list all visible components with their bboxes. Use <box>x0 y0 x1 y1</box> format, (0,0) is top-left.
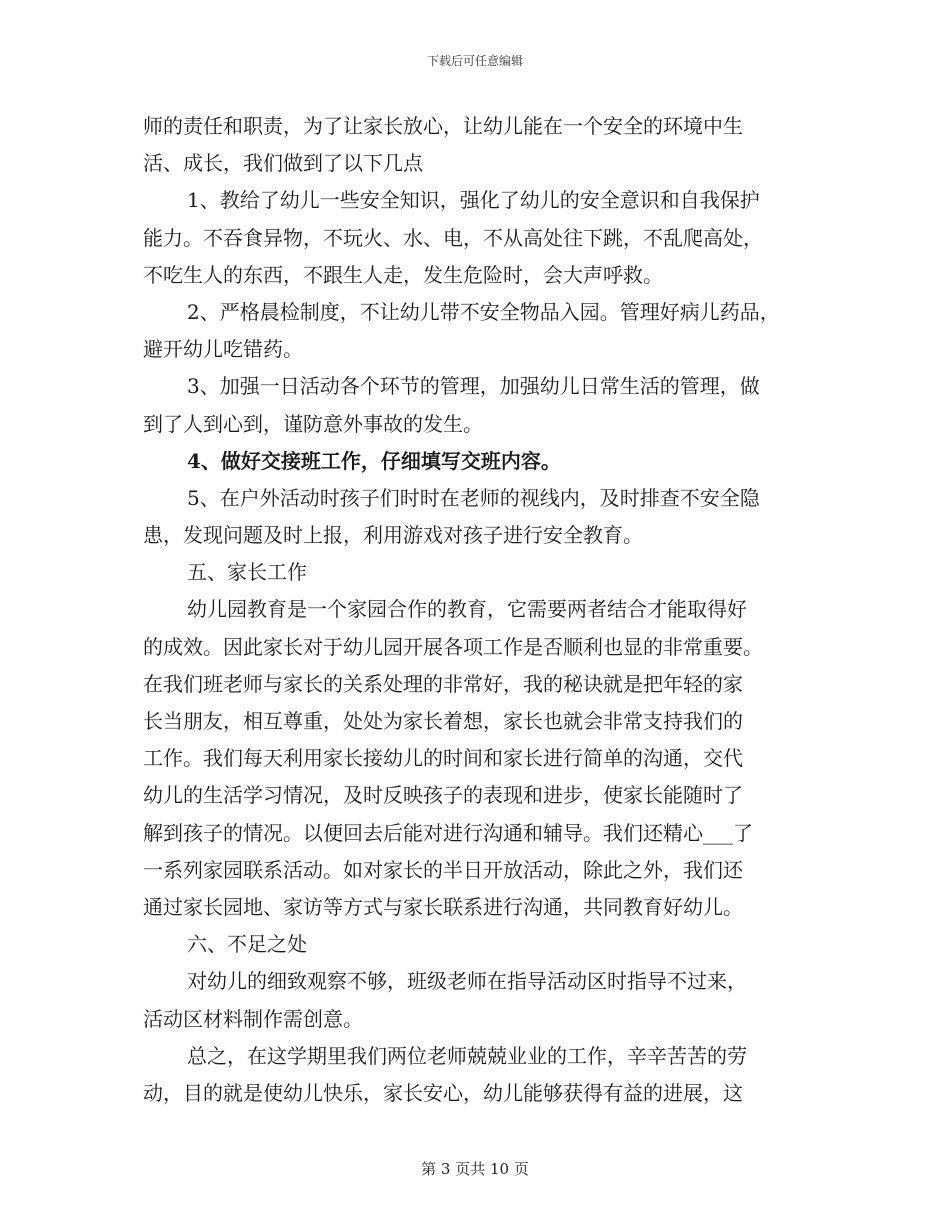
text-line: 1、教给了幼儿一些安全知识，强化了幼儿的安全意识和自我保护 <box>187 188 760 213</box>
text-line: 不吃生人的东西，不跟生人走，发生危险时，会大声呼救。 <box>143 262 663 287</box>
text-line: 5、在户外活动时孩子们时时在老师的视线内，及时排查不安全隐 <box>187 485 760 510</box>
page-header: 下载后可任意编辑 <box>426 54 523 68</box>
text-line: 能力。不吞食异物，不玩火、水、电，不从高处往下跳，不乱爬高处， <box>143 225 763 250</box>
text-line: 解到孩子的情况。以便回去后能对进行沟通和辅导。我们还精心___了 <box>143 820 753 845</box>
text-line: 通过家长园地、家访等方式与家长联系进行沟通，共同教育好幼儿。 <box>143 894 743 919</box>
text-line: 2、严格晨检制度，不让幼儿带不安全物品入园。管理好病儿药品， <box>187 299 780 324</box>
text-line: 活动区材料制作需创意。 <box>143 1006 363 1031</box>
text-line: 到了人到心到，谨防意外事故的发生。 <box>143 411 483 436</box>
text-line: 动，目的就是使幼儿快乐，家长安心，幼儿能够获得有益的进展，这 <box>143 1080 743 1105</box>
section-heading-shortcomings: 六、不足之处 <box>187 932 307 957</box>
section-heading-parent-work: 五、家长工作 <box>187 560 307 585</box>
text-line: 对幼儿的细致观察不够，班级老师在指导活动区时指导不过来， <box>187 969 747 994</box>
text-line: 一系列家园联系活动。如对家长的半日开放活动，除此之外，我们还 <box>143 857 743 882</box>
text-line: 幼儿园教育是一个家园合作的教育，它需要两者结合才能取得好 <box>187 597 747 622</box>
text-line: 活、成长，我们做到了以下几点 <box>143 151 423 176</box>
text-line: 3、加强一日活动各个环节的管理，加强幼儿日常生活的管理，做 <box>187 374 760 399</box>
text-line: 4、做好交接班工作，仔细填写交班内容。 <box>187 448 561 473</box>
document-body <box>143 108 813 1112</box>
text-line: 长当朋友，相互尊重，处处为家长着想，家长也就会非常支持我们的 <box>143 709 743 733</box>
text-line: 工作。我们每天利用家长接幼儿的时间和家长进行简单的沟通，交代 <box>143 746 743 771</box>
text-line: 师的责任和职责，为了让家长放心，让幼儿能在一个安全的环境中生 <box>143 114 743 138</box>
text-line: 避开幼儿吃错药。 <box>143 337 303 362</box>
text-line: 幼儿的生活学习情况，及时反映孩子的表现和进步，使家长能随时了 <box>143 783 743 808</box>
text-line: 患，发现问题及时上报，利用游戏对孩子进行安全教育。 <box>143 523 643 548</box>
text-line: 总之，在这学期里我们两位老师兢兢业业的工作，辛辛苦苦的劳 <box>187 1043 747 1068</box>
text-line: 的成效。因此家长对于幼儿园开展各项工作是否顺利也显的非常重要。 <box>143 634 763 659</box>
page-number: 第 3 页共 10 页 <box>421 1160 529 1178</box>
text-line: 在我们班老师与家长的关系处理的非常好，我的秘诀就是把年轻的家 <box>143 671 743 696</box>
